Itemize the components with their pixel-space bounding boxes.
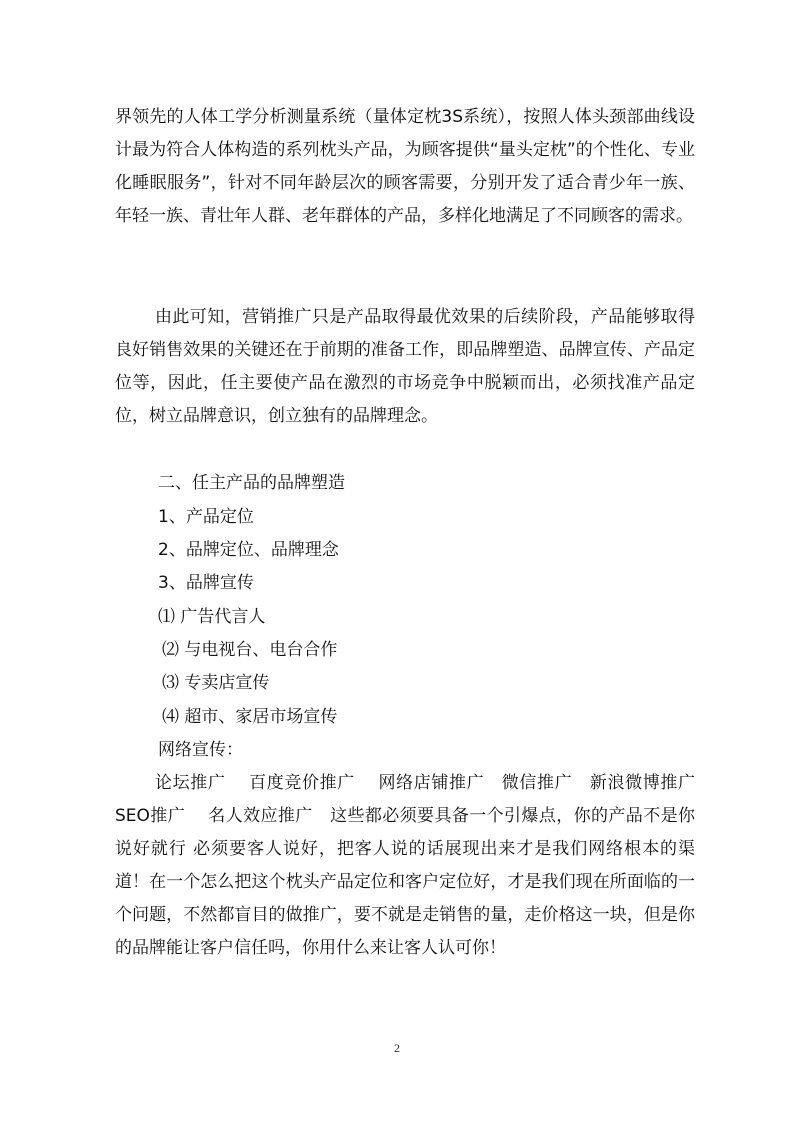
paragraph-network-promotion: 论坛推广 百度竞价推广 网络店铺推广 微信推广 新浪微博推广 SEO推广 名人效应推广 这些都必须要具备一个引爆点，你的产品不是你说好就行 必须要客人说好，把客人说的话展现出来才是我们网络根本的渠道！在一个怎么把这个枕头产品定位和客户定位好，才是我们现在所面临的一个问题，不然都盲目的做推广，要不就是走销售的量，走价格这一块，但是你的品牌能让客户信任吗，你用什么来让客人认可你！ — [115, 773, 718, 958]
paragraph-conclusion: 由此可知，营销推广只是产品取得最优效果的后续阶段，产品能够取得良好销售效果的关键还在于前期的准备工作，即品牌塑造、品牌宣传、产品定位等，因此，任主要使产品在激烈的市场竞争中脱颖而出，必须找准产品定位，树立品牌意识，创立独有的品牌理念。 — [115, 307, 695, 426]
outline-subitem-store: ⑶ 专卖店宣传 — [162, 673, 270, 693]
outline-item-brand-positioning: 2、品牌定位、品牌理念 — [158, 540, 339, 560]
section-heading: 二、任主产品的品牌塑造 — [158, 473, 345, 493]
outline-subitem-tv-radio: ⑵ 与电视台、电台合作 — [162, 640, 338, 660]
outline-item-brand-promotion: 3、品牌宣传 — [158, 573, 254, 593]
outline-item-product-positioning: 1、产品定位 — [158, 507, 254, 527]
page-number: 2 — [394, 1041, 400, 1055]
outline-subitem-supermarket: ⑷ 超市、家居市场宣传 — [162, 707, 338, 727]
paragraph-intro-continued: 界领先的人体工学分析测量系统（量体定枕3S系统），按照人体头颈部曲线设计最为符合人体构造的系列枕头产品，为顾客提供“量头定枕”的个性化、专业化睡眠服务”，针对不同年龄层次的顾客需要，分别开发了适合青少年一族、年轻一族、青壮年人群、老年群体的产品，多样化地满足了不同顾客的需求。 — [115, 107, 695, 226]
outline-subitem-spokesperson: ⑴ 广告代言人 — [158, 607, 266, 627]
network-promotion-heading: 网络宣传： — [158, 740, 243, 760]
